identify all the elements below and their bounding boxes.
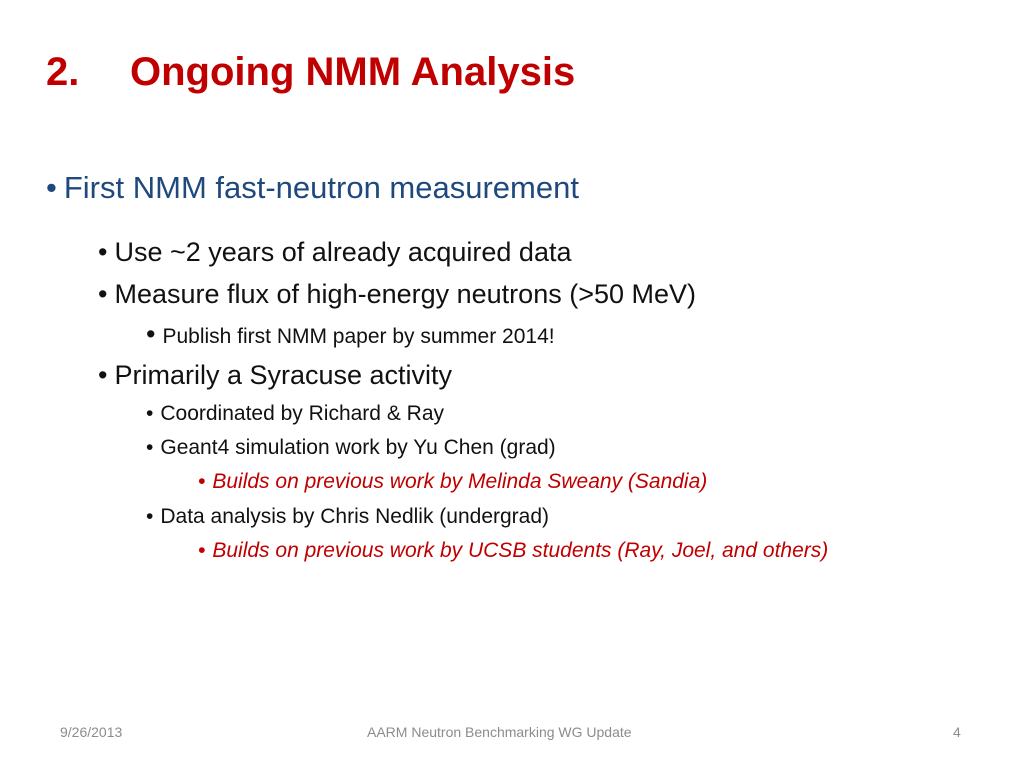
bullet-builds-ucsb — [198, 539, 828, 563]
bullet-coordinated-text: Coordinated by Richard & Ray — [160, 402, 445, 425]
bullet-main-text: First NMM fast-neutron measurement — [63, 170, 579, 205]
bullet-dot-icon: • — [98, 360, 108, 390]
bullet-publish-text: Publish first NMM paper by summer 2014! — [162, 325, 555, 348]
bullet-data-analysis — [146, 505, 549, 529]
bullet-main — [46, 170, 579, 206]
bullet-use-data — [98, 237, 571, 268]
bullet-geant4 — [146, 436, 556, 460]
bullet-builds-sweany-text: Builds on previous work by Melinda Sweany (Sandia) — [212, 470, 708, 493]
bullet-use-data-text: Use ~2 years of already acquired data — [114, 237, 572, 267]
bullet-builds-ucsb-text: Builds on previous work by UCSB students (Ray, Joel, and others) — [212, 539, 829, 562]
bullet-dot-icon: • — [98, 237, 108, 267]
bullet-dot-icon: • — [198, 539, 206, 562]
bullet-dot-icon: • — [146, 402, 154, 425]
title-number: 2. — [46, 50, 80, 94]
bullet-builds-sweany — [198, 470, 707, 494]
bullet-data-analysis-text: Data analysis by Chris Nedlik (undergrad) — [160, 505, 550, 528]
bullet-dot-icon: • — [146, 319, 156, 349]
slide-title — [46, 50, 575, 95]
bullet-measure-flux-text: Measure flux of high-energy neutrons (>50 MeV) — [114, 279, 697, 309]
footer-page-number: 4 — [953, 724, 961, 740]
bullet-coordinated — [146, 402, 444, 426]
bullet-syracuse — [98, 360, 452, 391]
footer-date: 9/26/2013 — [60, 724, 123, 740]
bullet-dot-icon: • — [46, 170, 57, 205]
bullet-dot-icon: • — [98, 279, 108, 309]
bullet-geant4-text: Geant4 simulation work by Yu Chen (grad) — [160, 436, 556, 459]
bullet-dot-icon: • — [146, 505, 154, 528]
bullet-syracuse-text: Primarily a Syracuse activity — [114, 360, 453, 390]
bullet-measure-flux — [98, 279, 696, 310]
bullet-publish — [146, 319, 555, 350]
bullet-dot-icon: • — [198, 470, 206, 493]
footer-title: AARM Neutron Benchmarking WG Update — [367, 724, 632, 740]
bullet-dot-icon: • — [146, 436, 154, 459]
title-text: Ongoing NMM Analysis — [130, 50, 576, 94]
